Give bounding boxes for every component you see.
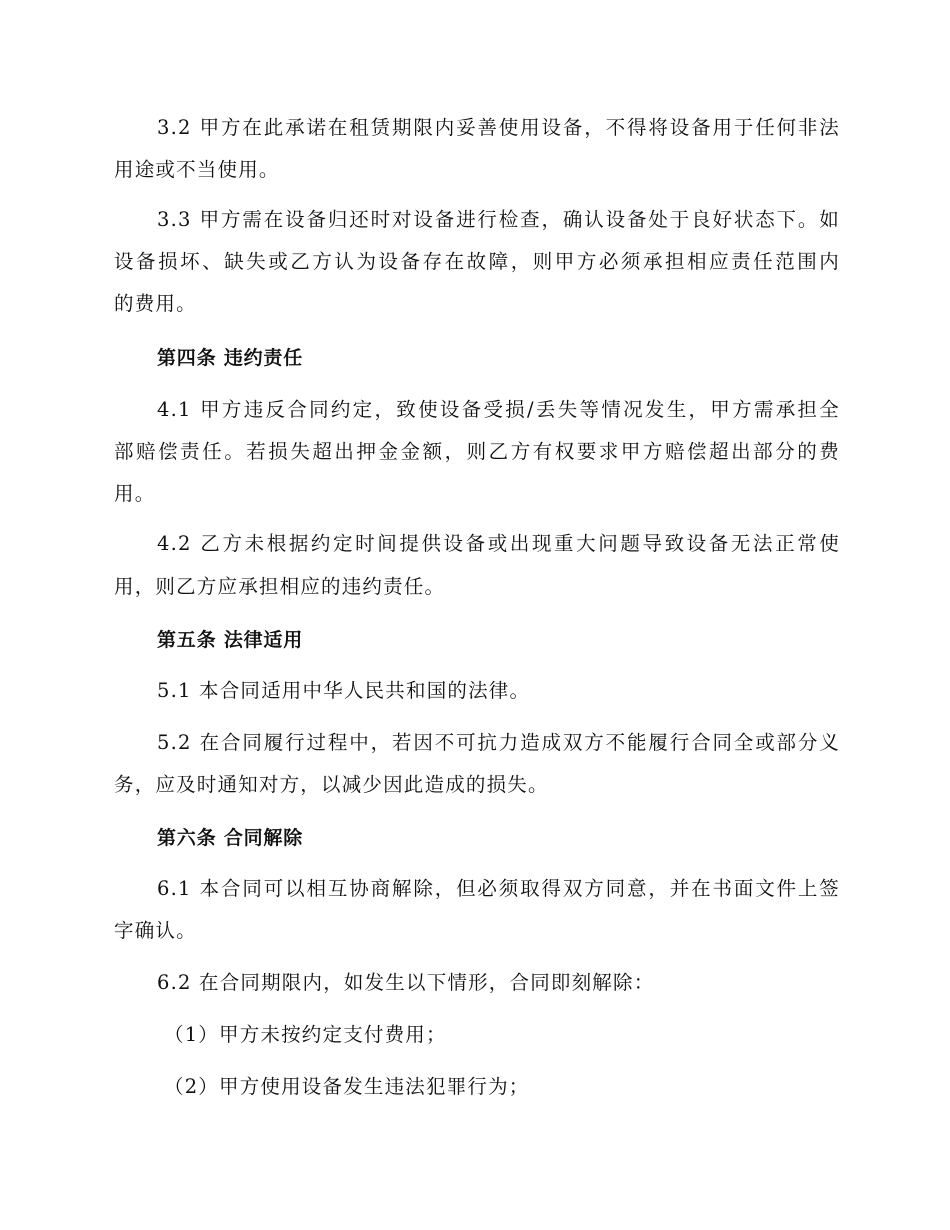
clause-3-3-line-1: 3.3 甲方需在设备归还时对设备进行检查，确认设备处于良好状态下。如 xyxy=(157,208,840,231)
clause-4-1-line-2: 部赔偿责任。若损失超出押金金额，则乙方有权要求甲方赔偿超出部分的费 xyxy=(114,440,840,463)
clause-6-2: 6.2 在合同期限内，如发生以下情形，合同即刻解除： xyxy=(157,971,655,994)
termination-item-2: （2）甲方使用设备发生违法犯罪行为； xyxy=(164,1075,530,1098)
clause-3-3-line-3: 的费用。 xyxy=(114,292,197,315)
clause-4-1-line-3: 用。 xyxy=(114,482,156,505)
clause-6-1-line-1: 6.1 本合同可以相互协商解除，但必须取得双方同意，并在书面文件上签 xyxy=(157,877,840,900)
clause-3-2-line-1: 3.2 甲方在此承诺在租赁期限内妥善使用设备，不得将设备用于任何非法 xyxy=(157,116,840,139)
clause-5-2-line-2: 务，应及时通知对方，以减少因此造成的损失。 xyxy=(114,773,549,796)
clause-5-1: 5.1 本合同适用中华人民共和国的法律。 xyxy=(157,679,531,702)
article-6-heading: 第六条 合同解除 xyxy=(157,827,304,849)
clause-3-2-line-2: 用途或不当使用。 xyxy=(114,158,280,181)
termination-item-1: （1）甲方未按约定支付费用； xyxy=(164,1023,447,1046)
clause-4-2-line-2: 用，则乙方应承担相应的违约责任。 xyxy=(114,575,446,598)
article-5-heading: 第五条 法律适用 xyxy=(157,629,304,651)
clause-3-3-line-2: 设备损坏、缺失或乙方认为设备存在故障，则甲方必须承担相应责任范围内 xyxy=(114,250,840,273)
clause-4-2-line-1: 4.2 乙方未根据约定时间提供设备或出现重大问题导致设备无法正常使 xyxy=(157,532,840,555)
article-4-heading: 第四条 违约责任 xyxy=(157,347,304,369)
clause-5-2-line-1: 5.2 在合同履行过程中，若因不可抗力造成双方不能履行合同全或部分义 xyxy=(157,731,840,754)
clause-6-1-line-2: 字确认。 xyxy=(114,919,197,942)
clause-4-1-line-1: 4.1 甲方违反合同约定，致使设备受损/丢失等情况发生，甲方需承担全 xyxy=(157,398,840,421)
